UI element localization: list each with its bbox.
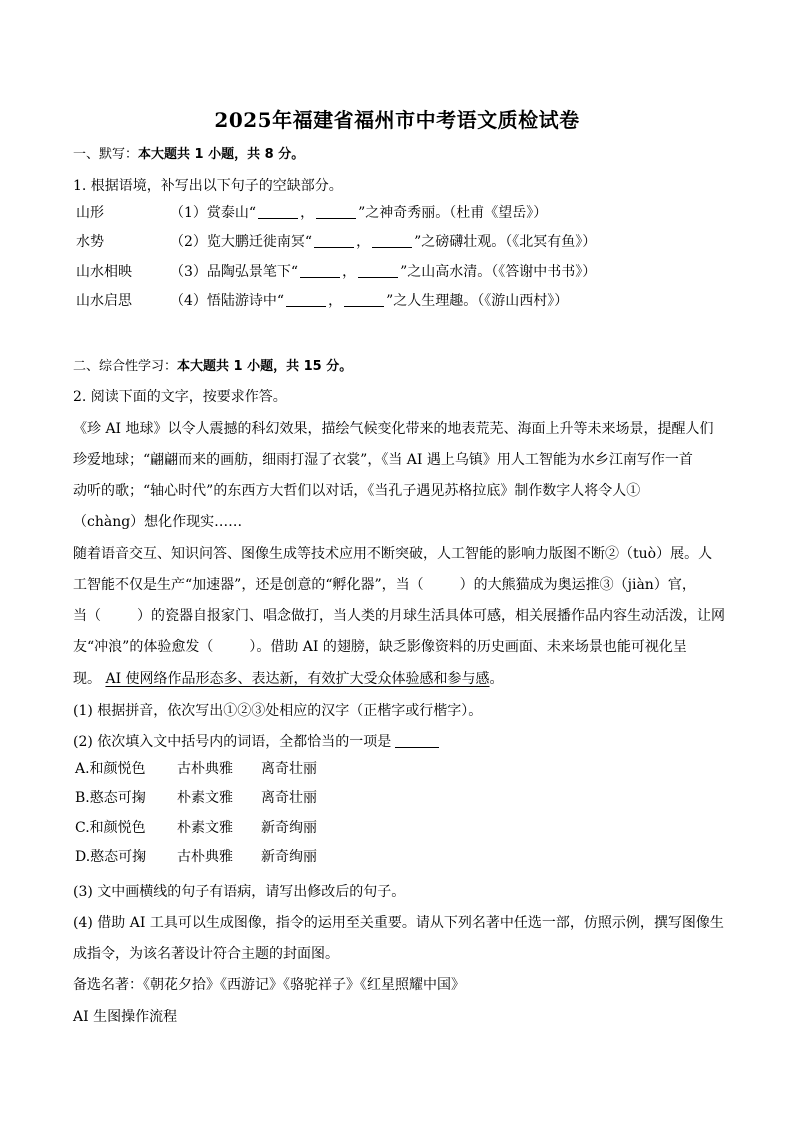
passage-line: 工智能不仅是生产“加速器”，还是创意的“孵化器”，当（ ）的大熊猫成为奥运推③（jiàn）官， bbox=[73, 577, 696, 593]
fill-blank[interactable] bbox=[286, 293, 326, 307]
option-a-1: A.和颜悦色 bbox=[75, 761, 146, 777]
answer-blank[interactable] bbox=[395, 734, 439, 748]
option-c-3: 新奇绚丽 bbox=[261, 820, 317, 836]
option-d-3: 新奇绚丽 bbox=[261, 849, 317, 865]
q1-row1-text: （1）赏泰山“ ， ”之神奇秀丽。（杜甫《望岳》） bbox=[170, 205, 548, 221]
fill-blank[interactable] bbox=[258, 205, 298, 219]
section2-prefix: 二、综合性学习： bbox=[73, 359, 178, 374]
subquestion-4-line2: 成指令，为该名著设计符合主题的封面图。 bbox=[73, 946, 339, 962]
passage-line: 动听的歌；“轴心时代”的东西方大哲们以对话，《当孔子遇见苏格拉底》制作数字人将令人① bbox=[73, 483, 641, 499]
passage-line: 随着语音交互、知识问答、图像生成等技术应用不断突破，人工智能的影响力版图不断②（tuò）展。人 bbox=[73, 546, 713, 562]
fill-blank[interactable] bbox=[316, 205, 356, 219]
section2-heading bbox=[73, 358, 352, 376]
option-c-1: C.和颜悦色 bbox=[75, 820, 146, 836]
option-b-1: B.憨态可掬 bbox=[75, 790, 146, 806]
fill-blank[interactable] bbox=[372, 234, 412, 248]
section1-prefix: 一、默写： bbox=[73, 147, 139, 162]
subquestion-4-line1: (4) 借助 AI 工具可以生成图像，指令的运用至关重要。请从下列名著中任选一部，仿照示例，撰写图像生 bbox=[73, 915, 724, 931]
q1-row2-label: 水势 bbox=[76, 234, 104, 250]
fill-blank[interactable] bbox=[314, 234, 354, 248]
section1-heading bbox=[73, 146, 304, 164]
subquestion-3: (3) 文中画横线的句子有语病，请写出修改后的句子。 bbox=[73, 884, 406, 900]
q1-row1-label: 山形 bbox=[76, 205, 104, 221]
book-list: 备选名著：《朝花夕拾》《西游记》《骆驼祥子》《红星照耀中国》 bbox=[73, 977, 465, 993]
passage-line: 现。 AI 使网络作品形态多、表达新，有效扩大受众体验感和参与感。 bbox=[73, 671, 504, 687]
option-a-2: 古朴典雅 bbox=[177, 761, 233, 777]
subquestion-2: (2) 依次填入文中括号内的词语，全都恰当的一项是 bbox=[73, 733, 439, 751]
option-a-3: 离奇壮丽 bbox=[261, 761, 317, 777]
q1-row3-text: （3）品陶弘景笔下“ ， ”之山高水清。（《答谢中书书》） bbox=[170, 264, 597, 280]
fill-blank[interactable] bbox=[344, 293, 384, 307]
passage-line: 珍爱地球；“翩翩而来的画舫，细雨打湿了衣裳”，《当 AI 遇上乌镇》用人工智能为水乡江南写作一首 bbox=[73, 452, 693, 468]
question-1-prompt: 1. 根据语境，补写出以下句子的空缺部分。 bbox=[73, 178, 343, 194]
passage-line: 《珍 AI 地球》以令人震撼的科幻效果，描绘气候变化带来的地表荒芜、海面上升等未来场景，提醒人们 bbox=[73, 421, 714, 437]
question-2-prompt: 2. 阅读下面的文字，按要求作答。 bbox=[73, 389, 287, 405]
q1-row4-text: （4）悟陆游诗中“ ， ”之人生理趣。（《游山西村》） bbox=[170, 293, 569, 309]
page-title: 2025年福建省福州市中考语文质检试卷 bbox=[214, 108, 580, 132]
fill-blank[interactable] bbox=[300, 264, 340, 278]
ai-flow-heading: AI 生图操作流程 bbox=[73, 1009, 178, 1025]
option-d-1: D.憨态可掬 bbox=[75, 849, 147, 865]
option-c-2: 朴素文雅 bbox=[177, 820, 233, 836]
section1-desc: 本大题共 1 小题，共 8 分。 bbox=[138, 147, 305, 162]
underlined-sentence: AI 使网络作品形态多、表达新，有效扩大受众体验感和参与感 bbox=[105, 671, 490, 687]
passage-line: 当（ ）的瓷器自报家门、唱念做打，当人类的月球生活具体可感，相关展播作品内容生动活泼，让网 bbox=[73, 608, 725, 624]
option-b-3: 离奇壮丽 bbox=[261, 790, 317, 806]
q1-row4-label: 山水启思 bbox=[76, 293, 132, 309]
q1-row3-label: 山水相映 bbox=[76, 264, 132, 280]
fill-blank[interactable] bbox=[358, 264, 398, 278]
section2-desc: 本大题共 1 小题，共 15 分。 bbox=[177, 359, 353, 374]
q1-row2-text: （2）览大鹏迁徙南冥“ ， ”之磅礴壮观。（《北冥有鱼》） bbox=[170, 234, 597, 250]
subquestion-1: (1) 根据拼音，依次写出①②③处相应的汉字（正楷字或行楷字）。 bbox=[73, 703, 483, 719]
option-d-2: 古朴典雅 bbox=[177, 849, 233, 865]
option-b-2: 朴素文雅 bbox=[177, 790, 233, 806]
passage-line: （chàng）想化作现实…… bbox=[73, 514, 243, 530]
passage-line: 友“冲浪”的体验愈发（ ）。借助 AI 的翅膀，缺乏影像资料的历史画面、未来场景也能可视化呈 bbox=[73, 639, 687, 655]
